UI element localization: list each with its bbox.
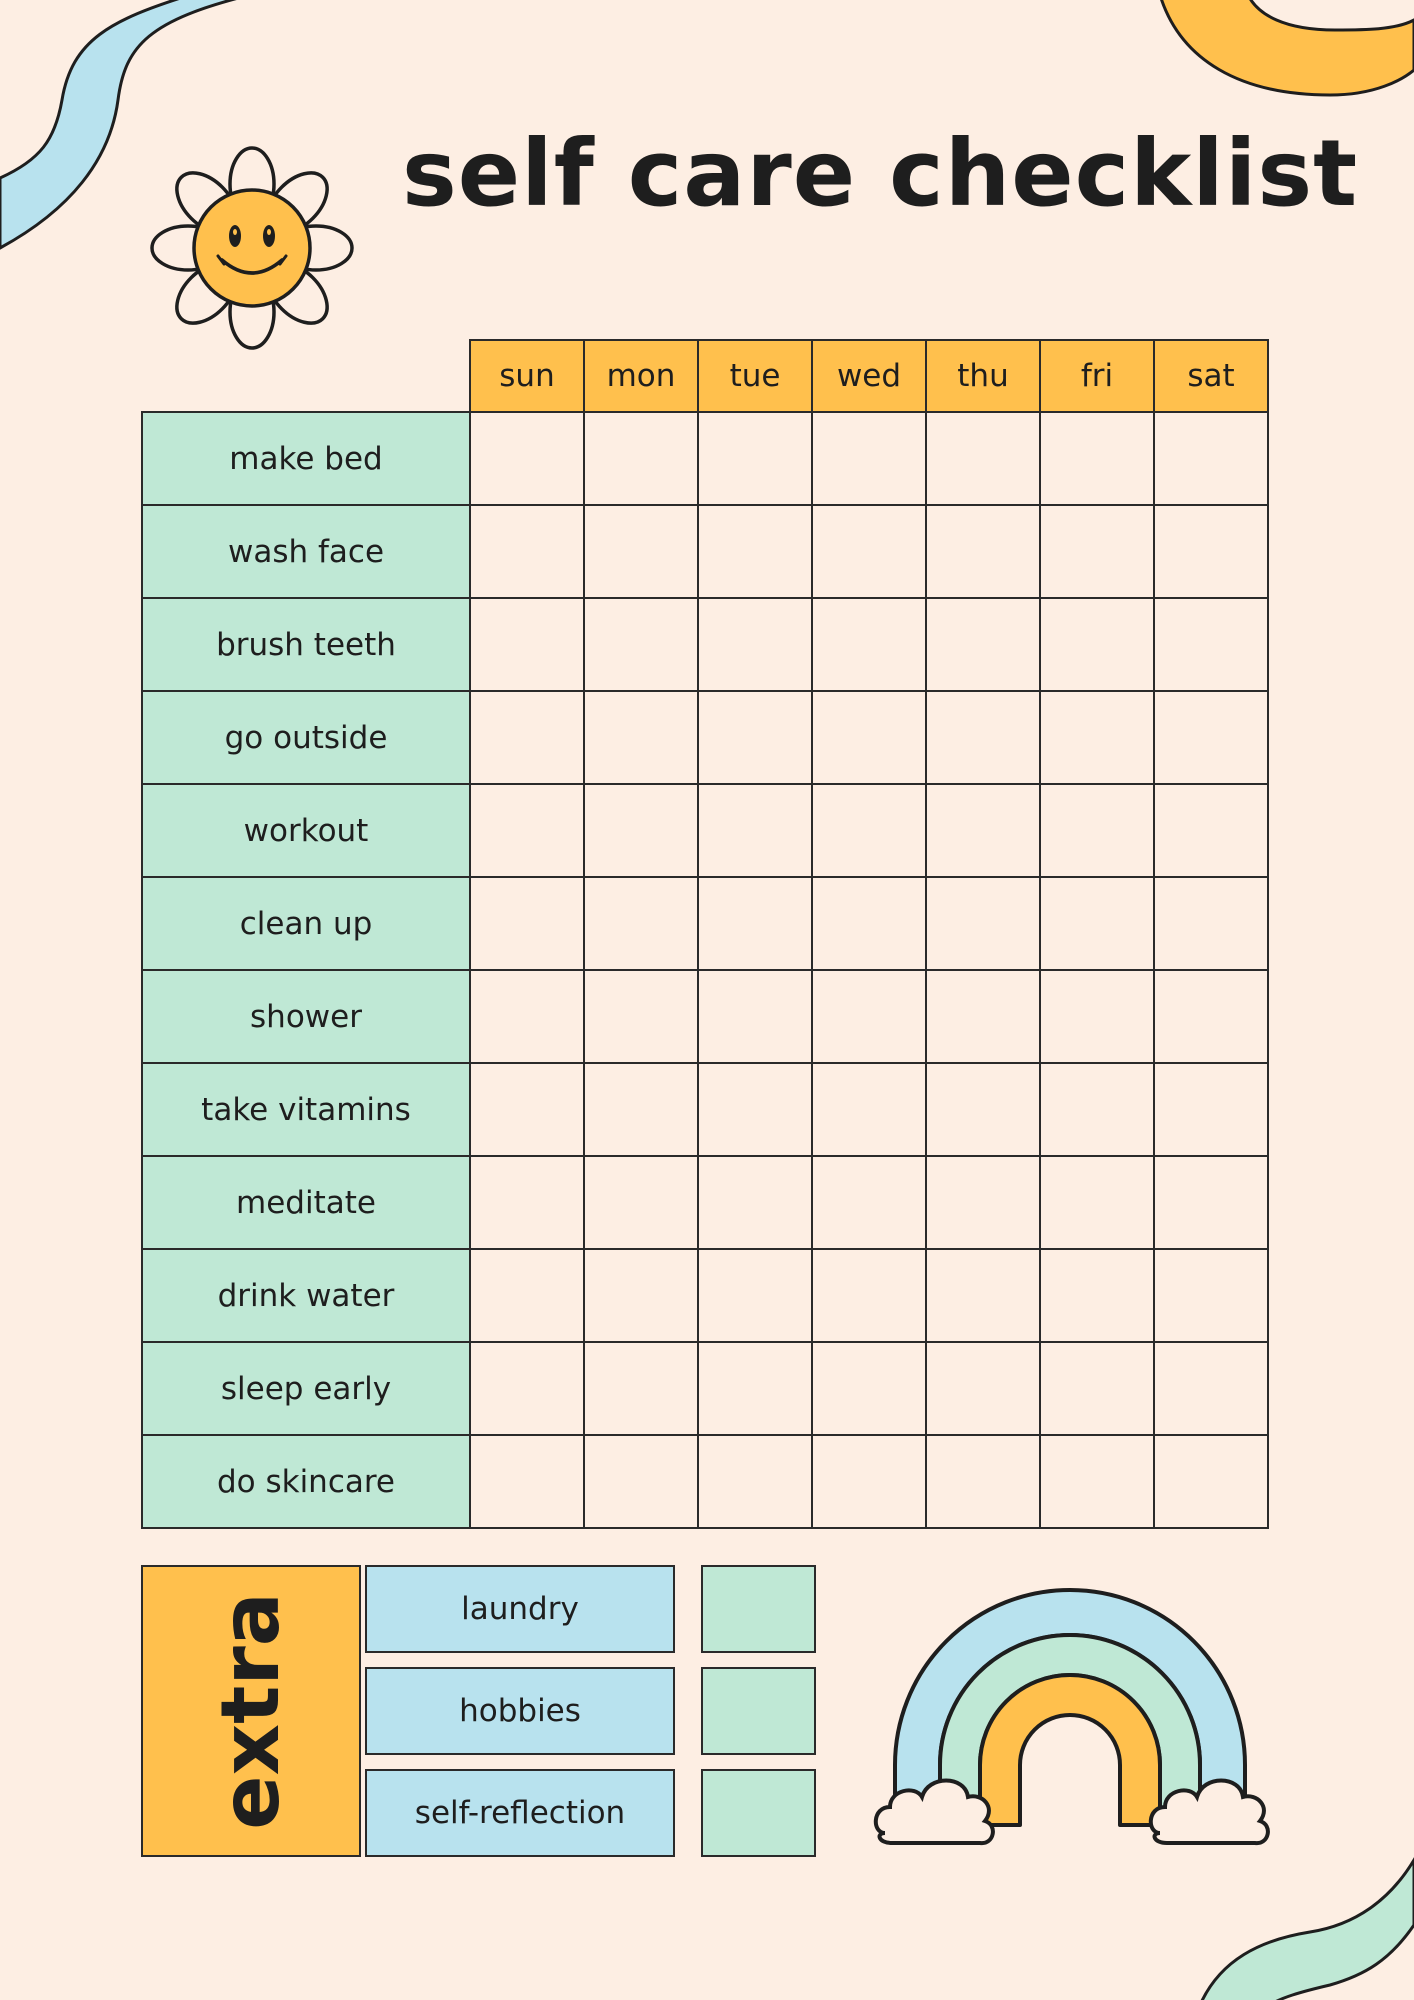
extra-section-label-box	[141, 1565, 361, 1857]
check-cell[interactable]	[812, 784, 926, 877]
check-cell[interactable]	[1154, 691, 1268, 784]
check-cell[interactable]	[698, 1156, 812, 1249]
task-label: meditate	[142, 1156, 470, 1249]
task-label: sleep early	[142, 1342, 470, 1435]
check-cell[interactable]	[470, 505, 584, 598]
check-cell[interactable]	[470, 1342, 584, 1435]
check-cell[interactable]	[812, 598, 926, 691]
task-label: shower	[142, 970, 470, 1063]
task-row	[142, 505, 1268, 598]
check-cell[interactable]	[812, 1249, 926, 1342]
extra-item-laundry: laundry	[365, 1565, 675, 1653]
check-cell[interactable]	[926, 784, 1040, 877]
check-cell[interactable]	[584, 412, 698, 505]
check-cell[interactable]	[698, 505, 812, 598]
task-row	[142, 598, 1268, 691]
page-title: self care checklist	[402, 120, 1359, 227]
check-cell[interactable]	[470, 598, 584, 691]
check-cell[interactable]	[1040, 598, 1154, 691]
check-cell[interactable]	[926, 1156, 1040, 1249]
check-cell[interactable]	[1040, 691, 1154, 784]
smiling-daisy-icon	[142, 138, 362, 358]
check-cell[interactable]	[1154, 412, 1268, 505]
check-cell[interactable]	[1040, 1156, 1154, 1249]
task-label: clean up	[142, 877, 470, 970]
check-cell[interactable]	[926, 412, 1040, 505]
bottom-right-wave-decoration	[1180, 1840, 1414, 2000]
extra-check-box-hobbies[interactable]	[701, 1667, 816, 1755]
task-label: brush teeth	[142, 598, 470, 691]
checklist-grid-wrapper	[141, 339, 1269, 1529]
check-cell[interactable]	[1154, 970, 1268, 1063]
task-row	[142, 691, 1268, 784]
extra-item-self-reflection: self-reflection	[365, 1769, 675, 1857]
check-cell[interactable]	[1040, 1342, 1154, 1435]
check-cell[interactable]	[584, 877, 698, 970]
day-header-tue: tue	[698, 340, 812, 412]
check-cell[interactable]	[1154, 1249, 1268, 1342]
task-label: wash face	[142, 505, 470, 598]
task-row	[142, 412, 1268, 505]
check-cell[interactable]	[584, 691, 698, 784]
check-cell[interactable]	[584, 1435, 698, 1528]
check-cell[interactable]	[698, 1249, 812, 1342]
check-cell[interactable]	[812, 877, 926, 970]
check-cell[interactable]	[812, 505, 926, 598]
check-cell[interactable]	[812, 412, 926, 505]
check-cell[interactable]	[470, 691, 584, 784]
check-cell[interactable]	[698, 691, 812, 784]
check-cell[interactable]	[584, 970, 698, 1063]
check-cell[interactable]	[926, 970, 1040, 1063]
check-cell[interactable]	[926, 1342, 1040, 1435]
check-cell[interactable]	[926, 877, 1040, 970]
check-cell[interactable]	[698, 412, 812, 505]
check-cell[interactable]	[584, 1063, 698, 1156]
day-header-sat: sat	[1154, 340, 1268, 412]
check-cell[interactable]	[1040, 505, 1154, 598]
check-cell[interactable]	[584, 598, 698, 691]
check-cell[interactable]	[470, 970, 584, 1063]
check-cell[interactable]	[812, 1435, 926, 1528]
task-row	[142, 970, 1268, 1063]
check-cell[interactable]	[1154, 1435, 1268, 1528]
check-cell[interactable]	[926, 598, 1040, 691]
check-cell[interactable]	[698, 877, 812, 970]
task-label: take vitamins	[142, 1063, 470, 1156]
check-cell[interactable]	[698, 784, 812, 877]
check-cell[interactable]	[1154, 1063, 1268, 1156]
check-cell[interactable]	[584, 505, 698, 598]
extra-check-box-self-reflection[interactable]	[701, 1769, 816, 1857]
check-cell[interactable]	[1040, 1249, 1154, 1342]
extra-item-hobbies: hobbies	[365, 1667, 675, 1755]
check-cell[interactable]	[1154, 1156, 1268, 1249]
check-cell[interactable]	[1040, 784, 1154, 877]
grid-corner	[142, 340, 470, 412]
check-cell[interactable]	[812, 970, 926, 1063]
check-cell[interactable]	[812, 691, 926, 784]
day-header-mon: mon	[584, 340, 698, 412]
check-cell[interactable]	[698, 1435, 812, 1528]
check-cell[interactable]	[1040, 877, 1154, 970]
extra-label: extra	[204, 1592, 297, 1830]
task-row	[142, 1063, 1268, 1156]
check-cell[interactable]	[1154, 784, 1268, 877]
check-cell[interactable]	[926, 1249, 1040, 1342]
check-cell[interactable]	[1154, 877, 1268, 970]
check-cell[interactable]	[470, 1063, 584, 1156]
task-row	[142, 1342, 1268, 1435]
day-header-thu: thu	[926, 340, 1040, 412]
task-label: workout	[142, 784, 470, 877]
check-cell[interactable]	[926, 505, 1040, 598]
weekly-checklist-grid	[141, 339, 1269, 1529]
task-label: make bed	[142, 412, 470, 505]
check-cell[interactable]	[698, 1063, 812, 1156]
extra-check-box-laundry[interactable]	[701, 1565, 816, 1653]
check-cell[interactable]	[698, 1342, 812, 1435]
check-cell[interactable]	[470, 412, 584, 505]
task-label: do skincare	[142, 1435, 470, 1528]
check-cell[interactable]	[926, 691, 1040, 784]
task-row	[142, 1435, 1268, 1528]
day-header-sun: sun	[470, 340, 584, 412]
check-cell[interactable]	[1040, 970, 1154, 1063]
check-cell[interactable]	[584, 1249, 698, 1342]
check-cell[interactable]	[812, 1342, 926, 1435]
check-cell[interactable]	[1154, 505, 1268, 598]
check-cell[interactable]	[812, 1063, 926, 1156]
check-cell[interactable]	[584, 1156, 698, 1249]
check-cell[interactable]	[470, 1249, 584, 1342]
check-cell[interactable]	[584, 784, 698, 877]
check-cell[interactable]	[1154, 598, 1268, 691]
day-header-wed: wed	[812, 340, 926, 412]
task-label: drink water	[142, 1249, 470, 1342]
check-cell[interactable]	[470, 784, 584, 877]
task-label: go outside	[142, 691, 470, 784]
check-cell[interactable]	[1040, 412, 1154, 505]
check-cell[interactable]	[1040, 1063, 1154, 1156]
task-row	[142, 1156, 1268, 1249]
rainbow-with-clouds-icon	[870, 1575, 1270, 1855]
check-cell[interactable]	[812, 1156, 926, 1249]
task-row	[142, 784, 1268, 877]
check-cell[interactable]	[584, 1342, 698, 1435]
check-cell[interactable]	[698, 598, 812, 691]
top-right-arc-decoration	[1140, 0, 1414, 110]
check-cell[interactable]	[926, 1435, 1040, 1528]
check-cell[interactable]	[926, 1063, 1040, 1156]
check-cell[interactable]	[470, 1435, 584, 1528]
check-cell[interactable]	[470, 1156, 584, 1249]
task-row	[142, 877, 1268, 970]
task-row	[142, 1249, 1268, 1342]
check-cell[interactable]	[1040, 1435, 1154, 1528]
check-cell[interactable]	[1154, 1342, 1268, 1435]
check-cell[interactable]	[470, 877, 584, 970]
check-cell[interactable]	[698, 970, 812, 1063]
day-header-fri: fri	[1040, 340, 1154, 412]
